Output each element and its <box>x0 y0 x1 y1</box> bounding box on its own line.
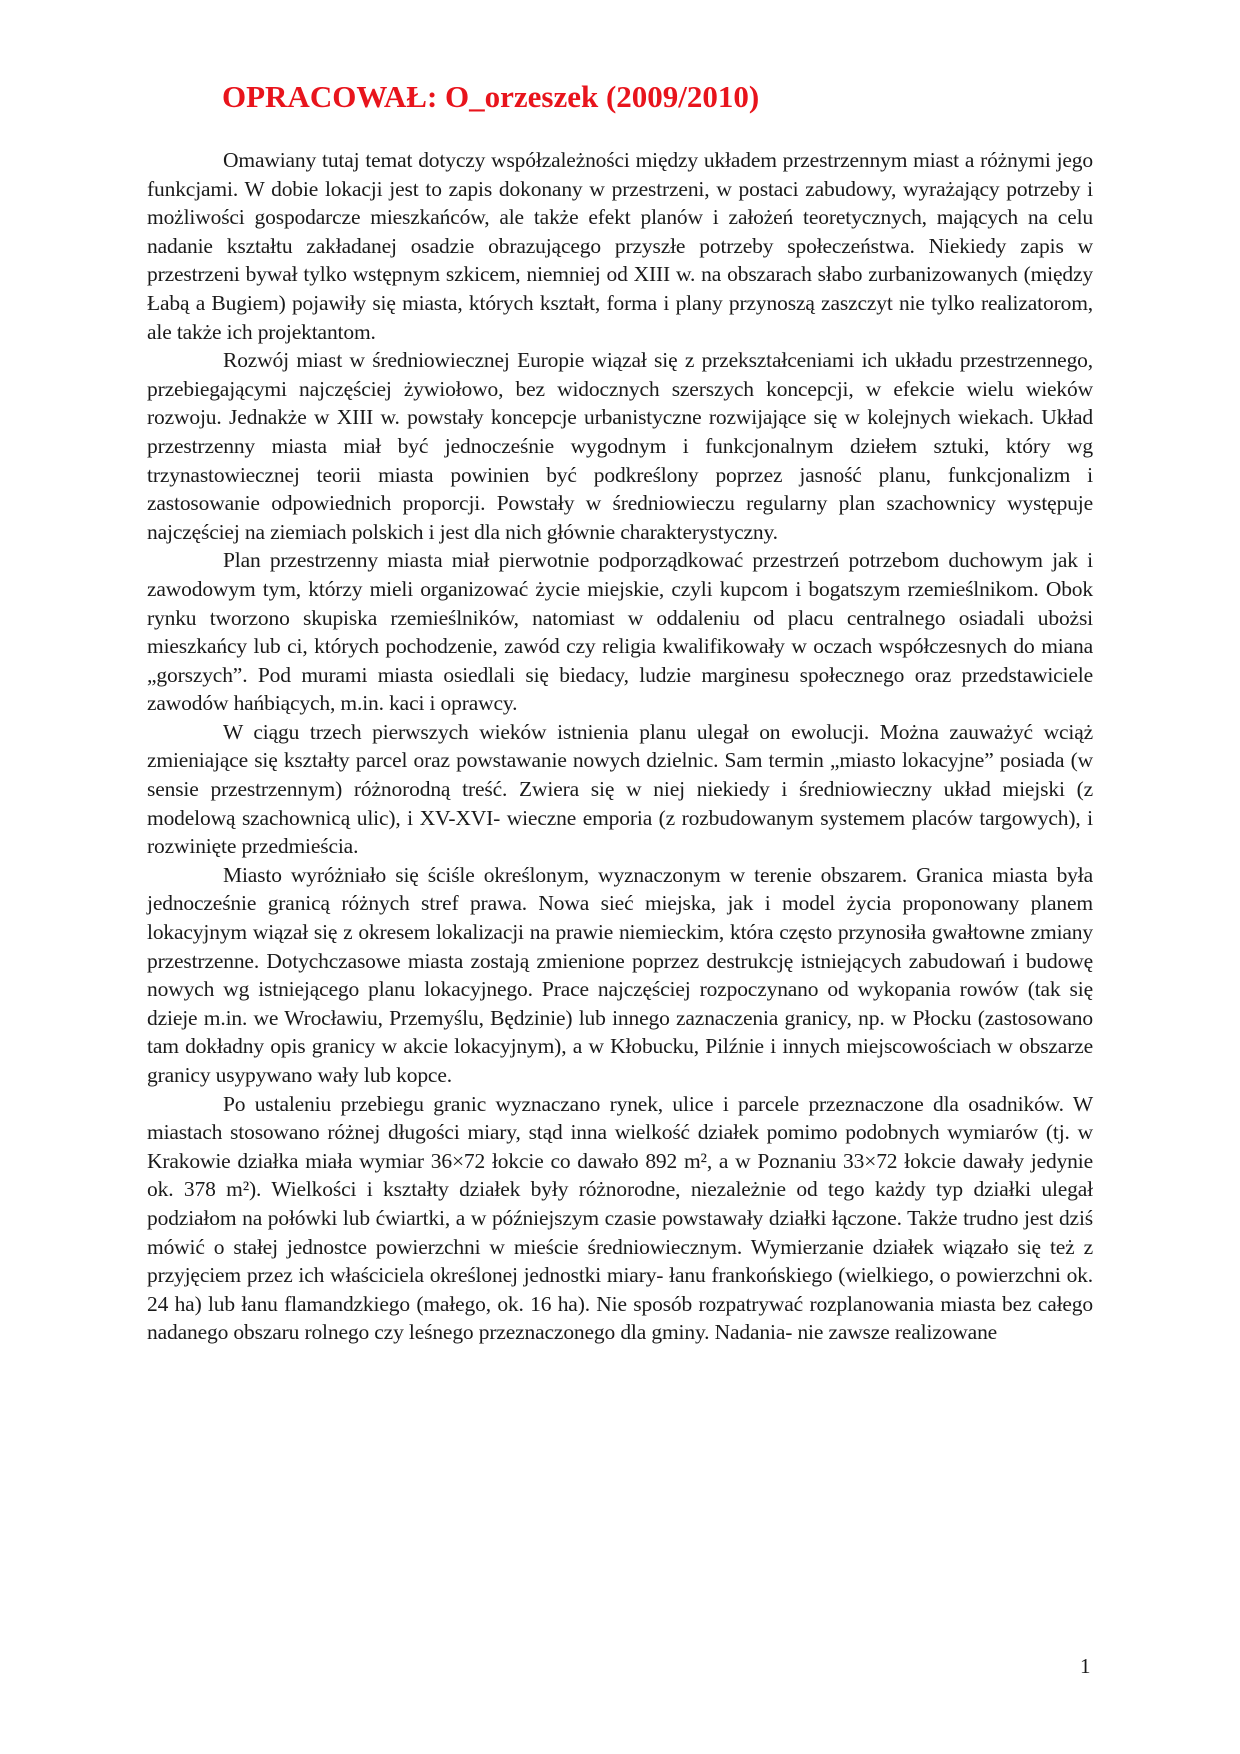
paragraph-parcels: Po ustaleniu przebiegu granic wyznaczano rynek, ulice i parcele przeznaczone dla osadników. W miastach stosowano różnej długości miary, stąd inna wielkość działek pomimo podobnych wymiarów (tj. w Krakowie działka miała wymiar 36×72 łokcie co dawało 892 m², a w Poznaniu 33×72 łokcie dawały jedynie ok. 378 m²). Wielkości i kształty działek były różnorodne, niezależnie od tego każdy typ działki ulegał podziałom na połówki lub ćwiartki, a w późniejszym czasie powstawały działki łączone. Także trudno jest dziś mówić o stałej jednostce powierzchni w mieście średniowiecznym. Wymierzanie działek wiązało się też z przyjęciem przez ich właściciela określonej jednostki miary- łanu frankońskiego (wielkiego, o powierzchni ok. 24 ha) lub łanu flamandzkiego (małego, ok. 16 ha). Nie sposób rozpatrywać rozplanowania miasta bez całego nadanego obszaru rolnego czy leśnego przeznaczonego dla gminy. Nadania- nie zawsze realizowane <box>147 1091 1093 1345</box>
document-body <box>147 146 1093 1347</box>
paragraph-spatial-plan: Plan przestrzenny miasta miał pierwotnie podporządkować przestrzeń potrzebom duchowym jak i zawodowym tym, którzy mieli organizować życie miejskie, czyli kupcom i bogatszym rzemieślnikom. Obok rynku tworzono skupiska rzemieślników, natomiast w oddaleniu od placu centralnego osiadali ubożsi mieszkańcy lub ci, których pochodzenie, zawód czy religia kwalifikowały w oczach współczesnych do miana „gorszych”. Pod murami miasta osiedlali się biedacy, ludzie marginesu społecznego oraz przedstawiciele zawodów hańbiących, m.in. kaci i oprawcy. <box>147 548 1093 716</box>
paragraph-intro: Omawiany tutaj temat dotyczy współzależności między układem przestrzennym miast a różnymi jego funkcjami. W dobie lokacji jest to zapis dokonany w przestrzeni, w postaci zabudowy, wyrażający potrzeby i możliwości gospodarcze mieszkańców, ale także efekt planów i założeń teoretycznych, mających na celu nadanie kształtu zakładanej osadzie obrazującego przyszłe potrzeby społeczeństwa. Niekiedy zapis w przestrzeni bywał tylko wstępnym szkicem, niemniej od XIII w. na obszarach słabo zurbanizowanych (między Łabą a Bugiem) pojawiły się miasta, których kształt, forma i plany przynoszą zaszczyt nie tylko realizatorom, ale także ich projektantom. <box>147 148 1093 344</box>
paragraph-development: Rozwój miast w średniowiecznej Europie wiązał się z przekształceniami ich układu przestrzennego, przebiegającymi najczęściej żywiołowo, bez widocznych szerszych koncepcji, w efekcie wielu wieków rozwoju. Jednakże w XIII w. powstały koncepcje urbanistyczne rozwijające się w kolejnych wiekach. Układ przestrzenny miasta miał być jednocześnie wygodnym i funkcjonalnym dziełem sztuki, który wg trzynastowiecznej teorii miasta powinien być podkreślony poprzez jasność planu, funkcjonalizm i zastosowanie odpowiednich proporcji. Powstały w średniowieczu regularny plan szachownicy występuje najczęściej na ziemiach polskich i jest dla nich głównie charakterystyczny. <box>147 348 1093 544</box>
paragraph-city-boundary: Miasto wyróżniało się ściśle określonym, wyznaczonym w terenie obszarem. Granica miasta była jednocześnie granicą różnych stref prawa. Nowa sieć miejska, jak i model życia proponowany planem lokacyjnym wiązał się z okresem lokalizacji na prawie niemieckim, która często przynosiła gwałtowne zmiany przestrzenne. Dotychczasowe miasta zostają zmienione poprzez destrukcję istniejących zabudowań i budowę nowych wg istniejącego planu lokacyjnego. Prace najczęściej rozpoczynano od wykopania rowów (tak się dzieje m.in. we Wrocławiu, Przemyślu, Będzinie) lub innego zaznaczenia granicy, np. w Płocku (zastosowano tam dokładny opis granicy w akcie lokacyjnym), a w Kłobucku, Pilźnie i innych miejscowościach w obszarze granicy usypywano wały lub kopce. <box>147 862 1093 1087</box>
paragraph-evolution: W ciągu trzech pierwszych wieków istnienia planu ulegał on ewolucji. Można zauważyć wciąż zmieniające się kształty parcel oraz powstawanie nowych dzielnic. Sam termin „miasto lokacyjne” posiada (w sensie przestrzennym) różnorodną treść. Zwiera się w niej niekiedy i średniowieczny układ miejski (z modelową szachownicą ulic), i XV-XVI- wieczne emporia (z rozbudowanym systemem placów targowych), i rozwinięte przedmieścia. <box>147 719 1093 859</box>
page-number: 1 <box>1080 1654 1091 1678</box>
document-title: OPRACOWAŁ: O_orzeszek (2009/2010) <box>222 79 760 114</box>
